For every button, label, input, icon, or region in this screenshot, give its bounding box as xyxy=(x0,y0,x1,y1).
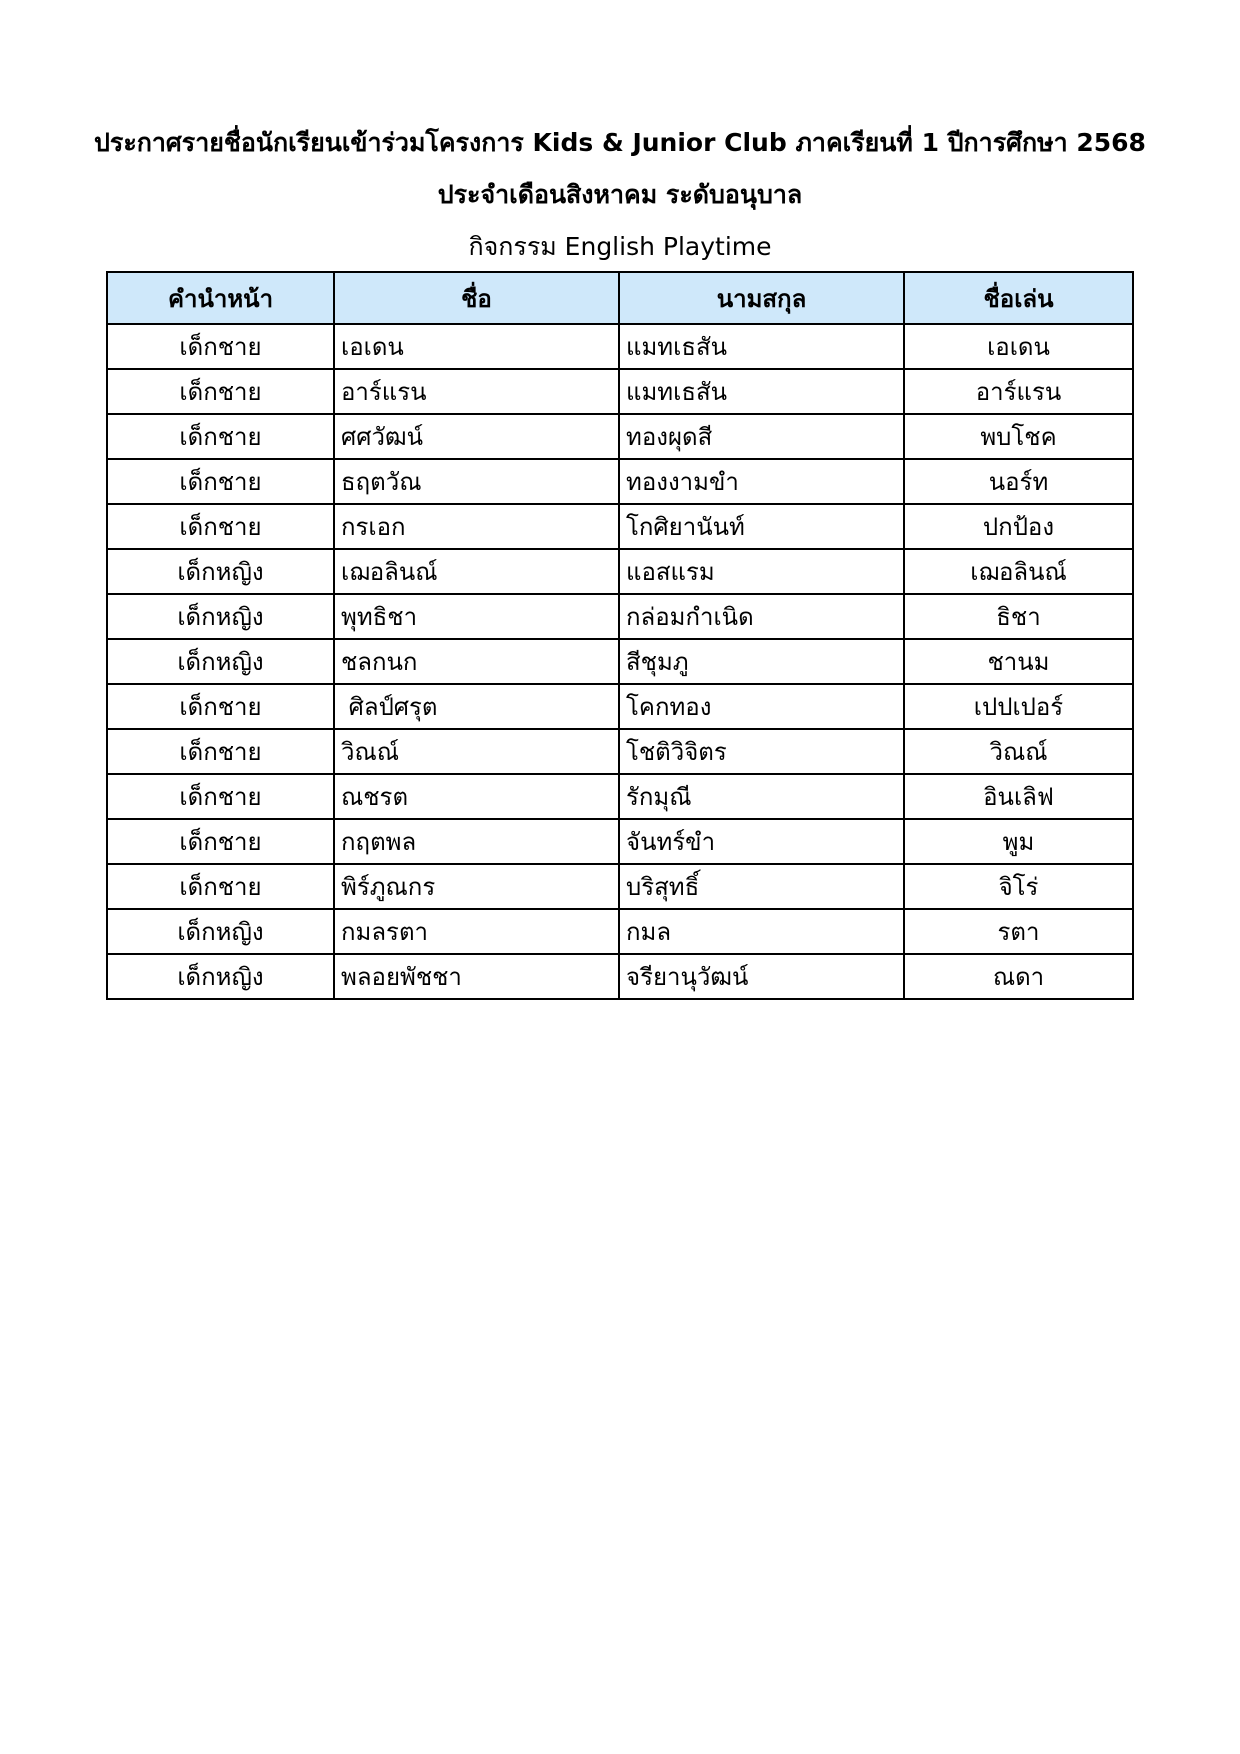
table-body xyxy=(107,324,1133,999)
cell-prefix: เด็กหญิง xyxy=(107,909,334,954)
cell-first-name: เฌอลินณ์ xyxy=(334,549,619,594)
cell-first-name: พลอยพัชชา xyxy=(334,954,619,999)
cell-last-name: กล่อมกำเนิด xyxy=(619,594,904,639)
cell-first-name: ศิลป์ศรุต xyxy=(334,684,619,729)
cell-prefix: เด็กชาย xyxy=(107,459,334,504)
cell-last-name: รักมุณี xyxy=(619,774,904,819)
cell-nickname: นอร์ท xyxy=(904,459,1133,504)
table-row xyxy=(107,909,1133,954)
column-header-first-name: ชื่อ xyxy=(334,272,619,324)
cell-nickname: วิณณ์ xyxy=(904,729,1133,774)
cell-last-name: โชติวิจิตร xyxy=(619,729,904,774)
cell-first-name: อาร์แรน xyxy=(334,369,619,414)
cell-first-name: กรเอก xyxy=(334,504,619,549)
cell-nickname: ปกป้อง xyxy=(904,504,1133,549)
cell-prefix: เด็กชาย xyxy=(107,324,334,369)
cell-nickname: จิโร่ xyxy=(904,864,1133,909)
cell-nickname: เอเดน xyxy=(904,324,1133,369)
cell-first-name: ณชรต xyxy=(334,774,619,819)
cell-first-name: ศศวัฒน์ xyxy=(334,414,619,459)
cell-nickname: พบโชค xyxy=(904,414,1133,459)
cell-prefix: เด็กชาย xyxy=(107,684,334,729)
table-row xyxy=(107,639,1133,684)
table-header-row xyxy=(107,272,1133,324)
table-row xyxy=(107,819,1133,864)
table-header xyxy=(107,272,1133,324)
cell-first-name: พุทธิชา xyxy=(334,594,619,639)
cell-nickname: ชานม xyxy=(904,639,1133,684)
table-row xyxy=(107,504,1133,549)
cell-first-name: เอเดน xyxy=(334,324,619,369)
cell-last-name: โกศิยานันท์ xyxy=(619,504,904,549)
table-row xyxy=(107,774,1133,819)
cell-nickname: รตา xyxy=(904,909,1133,954)
column-header-nickname: ชื่อเล่น xyxy=(904,272,1133,324)
cell-last-name: บริสุทธิ์ xyxy=(619,864,904,909)
cell-first-name: กมลรตา xyxy=(334,909,619,954)
cell-first-name: กฤตพล xyxy=(334,819,619,864)
table-row xyxy=(107,864,1133,909)
announcement-subtitle-month-level: ประจำเดือนสิงหาคม ระดับอนุบาล xyxy=(437,180,803,209)
table-row xyxy=(107,369,1133,414)
table-row xyxy=(107,594,1133,639)
cell-prefix: เด็กหญิง xyxy=(107,594,334,639)
cell-nickname: เปปเปอร์ xyxy=(904,684,1133,729)
cell-prefix: เด็กชาย xyxy=(107,504,334,549)
cell-prefix: เด็กหญิง xyxy=(107,549,334,594)
table-row xyxy=(107,729,1133,774)
table-row xyxy=(107,549,1133,594)
cell-nickname: พูม xyxy=(904,819,1133,864)
cell-prefix: เด็กชาย xyxy=(107,774,334,819)
cell-nickname: ธิชา xyxy=(904,594,1133,639)
table-row xyxy=(107,414,1133,459)
cell-last-name: แอสแรม xyxy=(619,549,904,594)
cell-nickname: เฌอลินณ์ xyxy=(904,549,1133,594)
cell-nickname: อินเลิฟ xyxy=(904,774,1133,819)
cell-prefix: เด็กหญิง xyxy=(107,954,334,999)
cell-last-name: ทองผุดสี xyxy=(619,414,904,459)
student-roster-table xyxy=(106,271,1134,1000)
cell-prefix: เด็กชาย xyxy=(107,414,334,459)
table-row xyxy=(107,954,1133,999)
cell-last-name: จรียานุวัฒน์ xyxy=(619,954,904,999)
cell-nickname: ณดา xyxy=(904,954,1133,999)
cell-last-name: กมล xyxy=(619,909,904,954)
cell-last-name: ทองงามขำ xyxy=(619,459,904,504)
column-header-last-name: นามสกุล xyxy=(619,272,904,324)
cell-nickname: อาร์แรน xyxy=(904,369,1133,414)
cell-first-name: วิณณ์ xyxy=(334,729,619,774)
cell-first-name: ธฤตวัณ xyxy=(334,459,619,504)
cell-prefix: เด็กชาย xyxy=(107,729,334,774)
table-row xyxy=(107,324,1133,369)
cell-prefix: เด็กชาย xyxy=(107,864,334,909)
cell-first-name: ชลกนก xyxy=(334,639,619,684)
table-row xyxy=(107,684,1133,729)
cell-prefix: เด็กหญิง xyxy=(107,639,334,684)
cell-prefix: เด็กชาย xyxy=(107,369,334,414)
cell-first-name: พิร์ภูณกร xyxy=(334,864,619,909)
cell-last-name: สีชุมภู xyxy=(619,639,904,684)
column-header-prefix: คำนำหน้า xyxy=(107,272,334,324)
cell-last-name: แมทเธสัน xyxy=(619,324,904,369)
table-row xyxy=(107,459,1133,504)
announcement-title: ประกาศรายชื่อนักเรียนเข้าร่วมโครงการ Kids & Junior Club ภาคเรียนที่ 1 ปีการศึกษา 2568 xyxy=(94,128,1146,157)
activity-name: กิจกรรม English Playtime xyxy=(468,232,772,261)
cell-last-name: แมทเธสัน xyxy=(619,369,904,414)
cell-last-name: โคกทอง xyxy=(619,684,904,729)
cell-last-name: จันทร์ขำ xyxy=(619,819,904,864)
cell-prefix: เด็กชาย xyxy=(107,819,334,864)
